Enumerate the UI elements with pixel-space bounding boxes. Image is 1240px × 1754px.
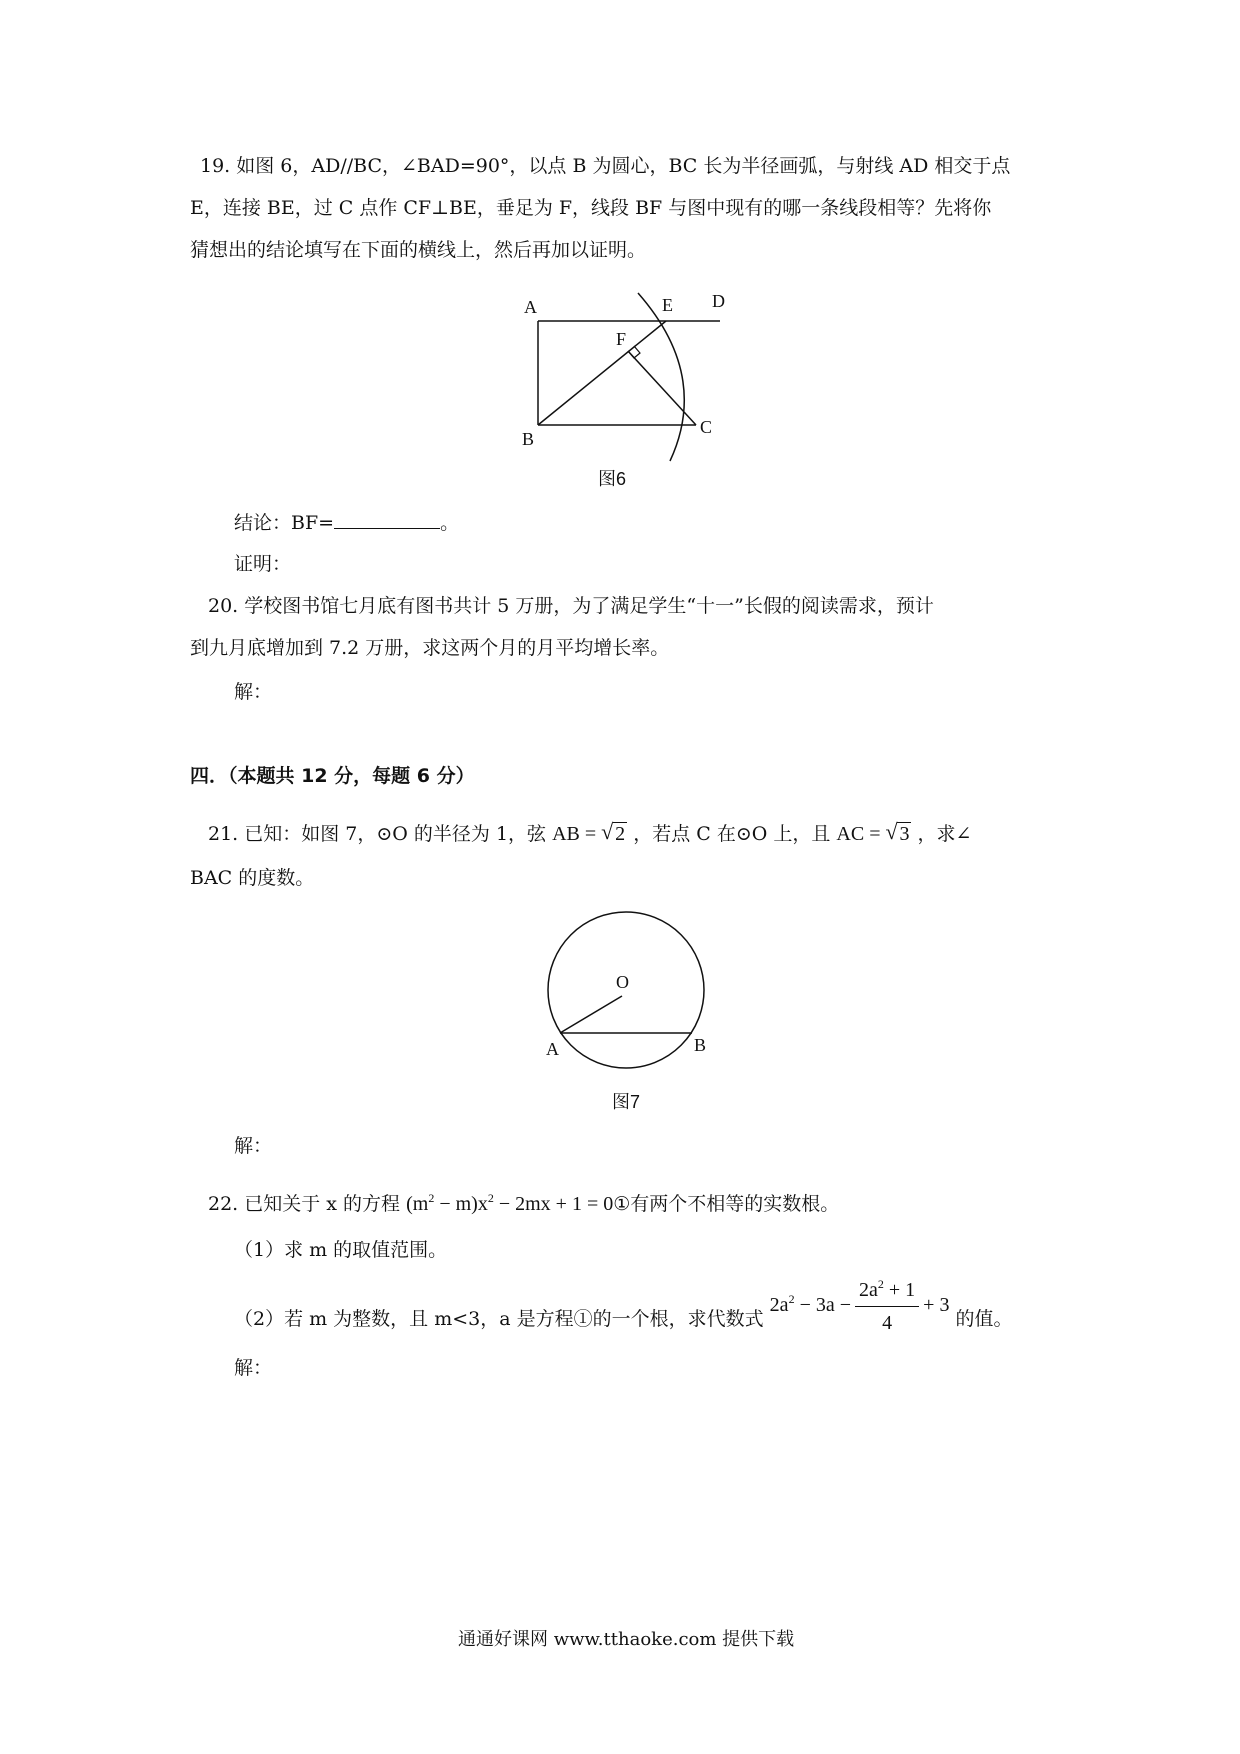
ab-radicand: 2 (615, 823, 626, 845)
q21-text-b: ，若点 C 在⊙O 上，且 (633, 823, 831, 845)
q22-line1 (208, 1192, 839, 1216)
arc (638, 293, 684, 461)
q22-text-b: ①有两个不相等的实数根。 (613, 1193, 840, 1215)
q21-line2: BAC 的度数。 (190, 867, 315, 889)
section-4-heading: 四．（本题共 12 分，每题 6 分） (190, 765, 475, 787)
q19-proof-label: 证明： (234, 553, 292, 575)
ac-equation: AC = √ 3 (836, 819, 910, 845)
q19-line3: 猜想出的结论填写在下面的横线上，然后再加以证明。 (190, 239, 647, 261)
q22-part1: （1）求 m 的取值范围。 (234, 1239, 448, 1261)
q20-answer-label: 解： (234, 681, 273, 703)
label-b: B (522, 429, 535, 449)
q22-part2 (234, 1277, 1013, 1351)
figure-7-caption: 图7 (612, 1092, 641, 1112)
q19-conclusion (234, 510, 459, 535)
ac-radicand: 3 (899, 823, 910, 845)
label-a: A (524, 297, 537, 317)
q22-answer-label: 解： (234, 1357, 273, 1379)
q22-fraction: $\frac{2a^2 + 1}{4}$ (855, 1276, 919, 1337)
q20-line2: 到九月底增加到 7.2 万册，求这两个月的月平均增长率。 (190, 637, 670, 659)
q22-part2-text-b: 的值。 (955, 1308, 1013, 1331)
q22-expression: $2a^2 - 3a$ − $\frac{2a^2 + 1}{4}$ + 3 (770, 1294, 950, 1316)
footer: 通通好课网 www.tthaoke.com 提供下载 (458, 1629, 795, 1650)
line-be (538, 321, 666, 425)
label-d: D (712, 291, 725, 311)
figure-6 (510, 285, 750, 485)
label-b7: B (694, 1035, 707, 1055)
label-c: C (700, 417, 713, 437)
ab-equation: AB = √ 2 (552, 819, 626, 845)
q19-line1: 19. 如图 6，AD//BC，∠BAD=90°，以点 B 为圆心，BC 长为半径画弧，与射线 AD 相交于点 (200, 155, 1011, 177)
q20-line1: 20. 学校图书馆七月底有图书共计 5 万册，为了满足学生“十一”长假的阅读需求，预计 (208, 595, 934, 617)
conclusion-suffix: 。 (440, 512, 460, 534)
conclusion-blank[interactable] (334, 510, 440, 529)
conclusion-prefix: 结论：BF= (234, 512, 335, 534)
q21-text-c: ，求∠ (917, 823, 972, 845)
q21-text-a: 21. 已知：如图 7，⊙O 的半径为 1，弦 (208, 823, 547, 845)
label-a7: A (546, 1039, 559, 1059)
figure-6-caption: 图6 (598, 469, 627, 489)
q19-line2: E，连接 BE，过 C 点作 CF⊥BE，垂足为 F，线段 BF 与图中现有的哪一条线段相等？先将你 (190, 197, 992, 219)
figure-7 (530, 910, 730, 1070)
label-o: O (616, 972, 629, 992)
q22-equation: $(m^2 - m)x^2 - 2mx + 1 = 0$ (406, 1191, 614, 1215)
line-cf (628, 351, 696, 425)
q21-answer-label: 解： (234, 1135, 273, 1157)
q21-line1 (208, 819, 972, 846)
q22-text-a: 22. 已知关于 x 的方程 (208, 1193, 401, 1215)
label-f: F (616, 329, 627, 349)
q22-part2-text-a: （2）若 m 为整数，且 m<3，a 是方程①的一个根，求代数式 (234, 1308, 764, 1331)
label-e: E (662, 295, 673, 315)
radius-oa (560, 996, 622, 1033)
